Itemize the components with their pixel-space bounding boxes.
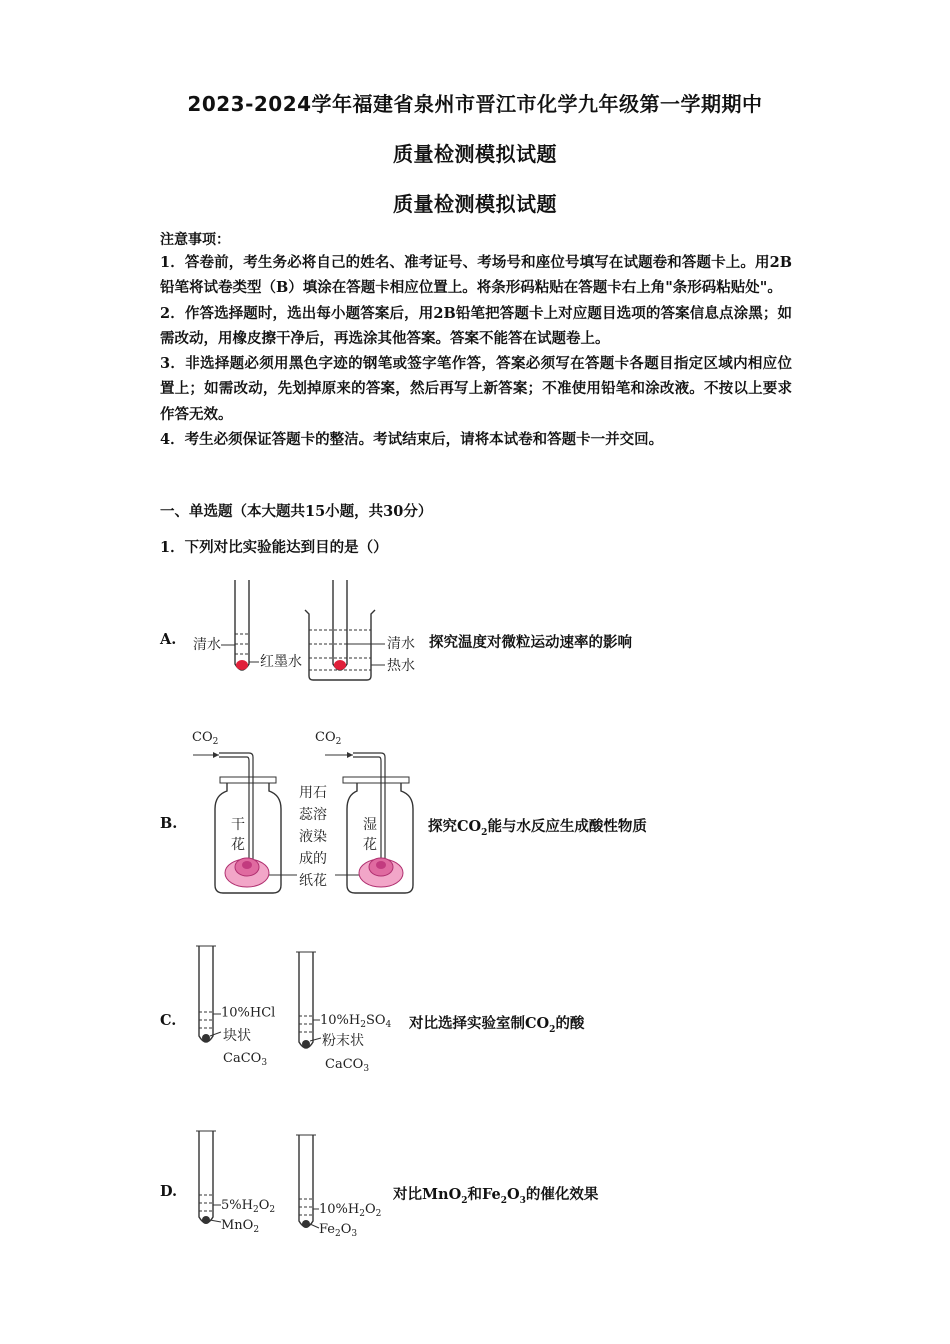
label-solid-2: 粉末状	[322, 1033, 364, 1049]
option-b-diagram	[185, 725, 425, 900]
label-paper-flower-4: 成的	[299, 851, 327, 867]
label-h2o2-1: $5\%H_2O_2$	[221, 1197, 276, 1215]
option-b-text: 探究$CO_2$能与水反应生成酸性物质	[428, 818, 647, 838]
label-wet-2: 花	[363, 837, 377, 853]
notice-item-4: 4．考生必须保证答题卡的整洁。考试结束后，请将本试卷和答题卡一并交回。	[160, 431, 664, 449]
label-co2-left: $CO_2$	[192, 729, 219, 747]
ink-drop-icon	[236, 660, 248, 670]
option-b-letter: B.	[160, 815, 178, 832]
option-c-text: 对比选择实验室制$CO_2$的酸	[409, 1015, 585, 1035]
label-mno2: MnO$_2$	[221, 1217, 260, 1235]
label-caco3-2: CaCO$_3$	[325, 1056, 370, 1074]
option-d-diagram	[185, 1125, 405, 1240]
option-c-letter: C.	[160, 1012, 177, 1029]
exam-title-line2: 质量检测模拟试题	[393, 142, 557, 166]
label-right-water: 清水	[387, 636, 415, 652]
label-paper-flower-2: 蕊溶	[299, 807, 327, 823]
section-heading: 一、单选题（本大题共15小题，共30分）	[160, 503, 433, 520]
label-dry-1: 干	[231, 817, 245, 833]
label-hot-water: 热水	[387, 658, 415, 674]
question-1-stem: 1．下列对比实验能达到目的是（）	[160, 539, 388, 556]
notice-item-2: 2．作答选择题时，选出每小题答案后，用2B铅笔把答题卡上对应题目选项的答案信息点涂黑；如需改动，用橡皮擦干净后，再选涂其他答案。答案不能答在试题卷上。	[160, 304, 792, 347]
label-fe2o3: $Fe_2O_3$	[319, 1221, 358, 1239]
notice-heading: 注意事项：	[160, 232, 230, 248]
label-ink: 红墨水	[260, 654, 302, 670]
option-d-text: 对比MnO$_2$和$Fe_2O_3$的催化效果	[393, 1186, 599, 1206]
label-caco3-1: CaCO$_3$	[223, 1050, 268, 1068]
flower-icon	[359, 858, 403, 887]
label-dry-2: 花	[231, 837, 245, 853]
flower-icon	[225, 858, 269, 887]
label-h2o2-2: $10\%H_2O_2$	[319, 1201, 382, 1219]
arrow-right-icon	[213, 752, 219, 758]
label-acid-2: $10\%H_2SO_4$	[320, 1012, 392, 1030]
option-a-diagram	[185, 572, 435, 687]
label-paper-flower-3: 液染	[299, 829, 327, 845]
label-acid-1: 10%HCl	[221, 1005, 276, 1021]
notice-list	[160, 250, 792, 452]
label-paper-flower-1: 用石	[299, 785, 327, 801]
option-a-letter: A.	[160, 631, 177, 648]
label-wet-1: 湿	[363, 817, 377, 833]
label-solid-1: 块状	[223, 1028, 251, 1044]
label-paper-flower-5: 纸花	[299, 873, 327, 889]
option-d-letter: D.	[160, 1183, 178, 1200]
option-c-diagram	[185, 940, 415, 1075]
label-left-water: 清水	[193, 637, 221, 653]
option-a-text: 探究温度对微粒运动速率的影响	[429, 634, 632, 651]
notice-item-1: 1．答卷前，考生务必将自己的姓名、准考证号、考场号和座位号填写在试题卷和答题卡上。用2B铅笔将试卷类型（B）填涂在答题卡相应位置上。将条形码粘贴在答题卡右上角"条形码粘贴处"。	[160, 254, 792, 297]
exam-title-line1: 2023-2024学年福建省泉州市晋江市化学九年级第一学期期中	[187, 92, 763, 116]
label-co2-right: $CO_2$	[315, 729, 342, 747]
exam-title-line3: 质量检测模拟试题	[393, 192, 557, 216]
notice-item-3: 3．非选择题必须用黑色字迹的钢笔或签字笔作答，答案必须写在答题卡各题目指定区域内相应位置上；如需改动，先划掉原来的答案，然后再写上新答案；不准使用铅笔和涂改液。不按以上要求作答无效。	[160, 355, 792, 423]
